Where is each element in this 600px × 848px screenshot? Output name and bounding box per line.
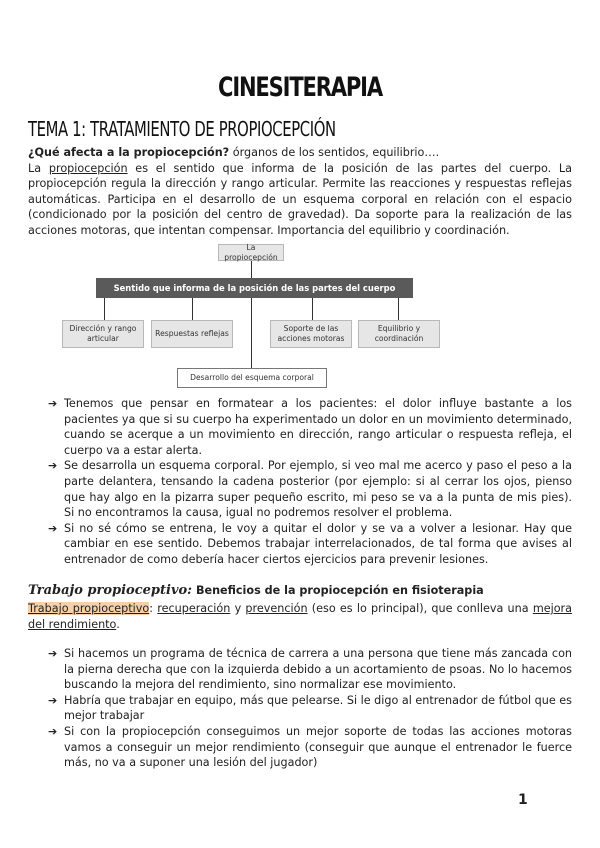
list-item-text: Si no sé cómo se entrena, le voy a quitar el dolor y se va a volver a lesionar. Hay que cambiar en ese sentido. Debemos trabajar interrelacionados, de tal forma que avises al entrenador de como debería hacer ciertos ejercicios para prevenir lesiones. <box>64 521 572 566</box>
term-recovery: recuperación <box>157 602 231 615</box>
intro-question-answer: órganos de los sentidos, equilibrio…. <box>229 146 440 159</box>
diagram-root: La propiocepción <box>218 244 284 261</box>
list-item <box>48 724 572 771</box>
diagram-connector <box>251 298 252 368</box>
arrow-icon: ➔ <box>48 459 58 473</box>
arrow-icon: ➔ <box>48 647 58 660</box>
arrow-icon: ➔ <box>48 521 58 535</box>
paragraph-end: . <box>116 617 120 631</box>
diagram-connector <box>192 298 193 320</box>
list-item <box>48 396 572 458</box>
diagram-bottom: Desarrollo del esquema corporal <box>177 368 327 388</box>
separator: y <box>230 602 246 615</box>
diagram-connector <box>251 261 252 278</box>
page-number: 1 <box>518 792 528 808</box>
list-item <box>48 693 572 724</box>
diagram-branch-reflex: Respuestas reflejas <box>151 320 233 348</box>
diagram-connector <box>104 298 105 320</box>
list-item <box>48 646 572 693</box>
intro-paragraph <box>28 145 572 239</box>
term-prevention: prevención <box>245 602 308 615</box>
bullet-list-1 <box>48 396 572 568</box>
subsection-script-title: Trabajo propioceptivo: <box>28 583 192 598</box>
intro-term: propiocepción <box>48 161 128 175</box>
diagram-connector <box>312 298 313 320</box>
list-item <box>48 458 572 520</box>
list-item <box>48 521 572 568</box>
diagram-branch-motor: Soporte de las acciones motoras <box>270 320 352 348</box>
subsection-bold-title: Beneficios de la propiocepción en fisioterapia <box>195 584 484 597</box>
list-item-text: Tenemos que pensar en formatear a los pacientes: el dolor influye bastante a los pacientes ya que si su cuerpo ha experimentado un dolor en un movimiento determinado, cuando se acerque a un movimiento en dirección, rango articular o respuesta refleja, el cuerpo va a estar alerta. <box>64 397 572 457</box>
list-item-text: Se desarrolla un esquema corporal. Por ejemplo, si veo mal me acerco y paso el peso a la parte delantera, tensando la cadena posterior (por ejemplo: si al cerrar los ojos, pienso que hay algo en la pizarra super pequeño escrito, mi peso se va a la punta de mis pies). Si no encontramos la causa, igual no podremos resolver el problema. <box>64 459 572 520</box>
benefits-paragraph <box>28 601 572 632</box>
page-title: CINESITERAPIA <box>218 72 382 103</box>
intro-lead: La <box>28 161 49 175</box>
arrow-icon: ➔ <box>48 397 58 410</box>
paragraph-middle: (eso es lo principal), que conlleva una <box>307 602 533 615</box>
arrow-icon: ➔ <box>48 693 58 707</box>
intro-body: es el sentido que informa de la posición de las partes del cuerpo. La propiocepción regula la dirección y rango articular. Permite las reacciones y respuestas reflejas automáticas. Participa en el desarrollo de un esquema corporal en relación con el espacio (condicionado por la posición del centro de gravedad). Da soporte para la realización de las acciones motoras, que intentan compensar. Importancia del equilibrio y coordinación. <box>28 161 572 237</box>
term-performance: mejora del rendimiento <box>28 602 573 631</box>
list-item-text: Si con la propiocepción conseguimos un mejor soporte de todas las acciones motoras vamos a conseguir un mejor rendimiento (conseguir que aunque el entrenador le fuerce más, no va a suponer una lesión del jugador) <box>64 724 572 770</box>
highlight-term: Trabajo propioceptivo <box>28 602 150 615</box>
diagram-connector <box>398 298 399 320</box>
separator: : <box>149 602 158 615</box>
intro-question: ¿Qué afecta a la propiocepción? <box>28 146 230 159</box>
list-item-text: Habría que trabajar en equipo, más que pelearse. Si le digo al entrenador de fútbol que es mejor trabajar <box>64 693 572 723</box>
bullet-list-2 <box>48 646 572 771</box>
arrow-icon: ➔ <box>48 724 58 738</box>
diagram-branch-balance: Equilibrio y coordinación <box>358 320 440 348</box>
list-item-text: Si hacemos un programa de técnica de carrera a una persona que tiene más zancada con la pierna derecha que con la izquierda debido a un acortamiento de psoas. No lo hacemos buscando la mejora del rendimiento, sino normalizar ese movimiento. <box>64 647 572 692</box>
section-title: TEMA 1: TRATAMIENTO DE PROPIOCEPCIÓN <box>28 117 336 141</box>
subsection-heading <box>28 579 484 598</box>
diagram-branch-direction: Dirección y rango articular <box>62 320 144 348</box>
diagram-definition: Sentido que informa de la posición de las partes del cuerpo <box>96 278 413 298</box>
